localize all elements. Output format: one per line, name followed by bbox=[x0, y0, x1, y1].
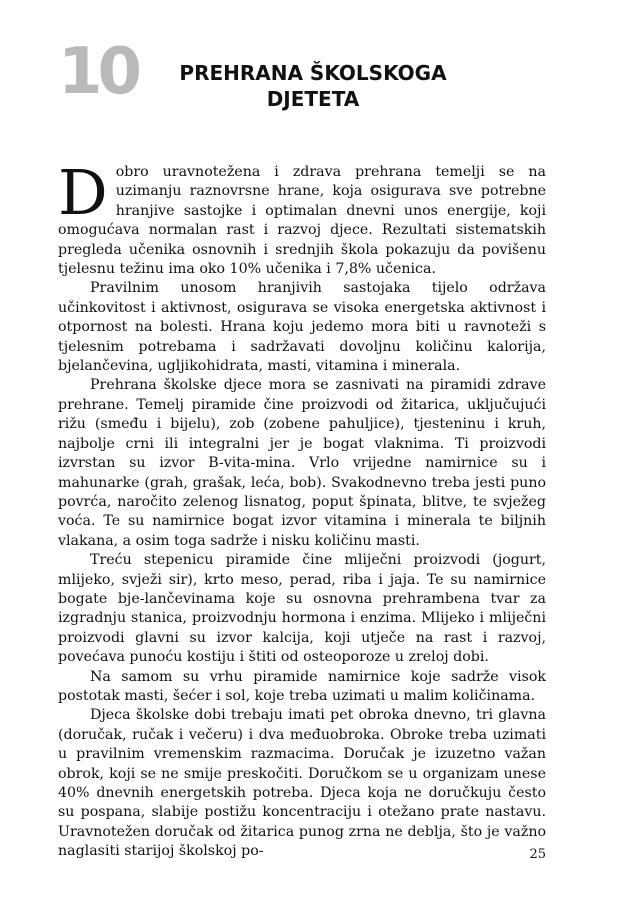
paragraph-4: Treću stepenicu piramide čine mliječni proizvodi (jogurt, mlijeko, svježi sir), krto meso, perad, riba i jaja. Te su namirnice bogate bje-lančevinama koje su osnovna prehrambena tvar za izgradnju stanica, proizvodnju hormona i enzima. Mlijeko i mliječni proizvodi glavni su izvor kalcija, koji utječe na rast i razvoj, povećava punoću kostiju i štiti od osteoporoze u zreloj dobi. bbox=[58, 552, 546, 666]
paragraph-3: Prehrana školske djece mora se zasnivati na piramidi zdrave prehrane. Temelj piramide čine proizvodi od žitarica, uključujući rižu (smeđu i bijelu), zob (zobene pahuljice), tjesteninu i kruh, najbolje crni ili integralni jer je bogat vlaknima. Ti proizvodi izvrstan su izvor B-vita-mina. Vrlo vrijedne namirnice su i mahunarke (grah, grašak, leća, bob). Svakodnevno treba jesti puno povrća, naročito zelenog lisnatog, poput špinata, blitve, te svježeg voća. Te su namirnice bogat izvor vitamina i minerala te biljnih vlakana, a osim toga sadrže i nisku količinu masti. bbox=[58, 377, 546, 549]
paragraph-1 bbox=[58, 156, 546, 279]
drop-cap: D bbox=[58, 156, 108, 229]
chapter-title: PREHRANA ŠKOLSKOGA DJETETA bbox=[179, 61, 447, 111]
paragraph-2: Pravilnim unosom hranjivih sastojaka tijelo održava učinkovitost i aktivnost, osigurava se visoka energetska aktivnost i otpornost na bolesti. Hrana koju jedemo mora biti u ravnoteži s tjelesnim potrebama i sadržavati dovoljnu količinu kalorija, bjelančevina, ugljikohidrata, masti, vitamina i minerala. bbox=[58, 280, 546, 375]
paragraph-1-text: obro uravnotežena i zdrava prehrana temelji se na uzimanju raznovrsne hrane, koja osigurava sve potrebne hranjive sastojke i optimalan dnevni unos energije, koji omogućava normalan rast i razvoj djece. Rezultati sistematskih pregleda učenika osnovnih i srednjih škola pokazuju da povišenu tjelesnu težinu ima oko 10% učenika i 7,8% učenica. bbox=[58, 164, 546, 278]
page-number: 25 bbox=[529, 847, 546, 862]
paragraph-5: Na samom su vrhu piramide namirnice koje sadrže visok postotak masti, šećer i sol, koje treba uzimati u malim količinama. bbox=[58, 668, 546, 704]
body-text bbox=[58, 156, 546, 862]
paragraph-6: Djeca školske dobi trebaju imati pet obroka dnevno, tri glavna (doručak, ručak i večeru) i dva međuobroka. Obroke treba uzimati u pravilnim vremenskim razmacima. Doručak je izuzetno važan obrok, koji se ne smije preskočiti. Doručkom se u organizam unese 40% dnevnih energetskih potreba. Djeca koja ne doručkuju često su pospana, slabije postižu koncentraciju i otežano prate nastavu. Uravnotežen doručak od žitarica punog zrna ne deblja, što je važno naglasiti starijoj školskoj po- bbox=[58, 707, 546, 860]
chapter-number: 10 bbox=[58, 35, 138, 109]
